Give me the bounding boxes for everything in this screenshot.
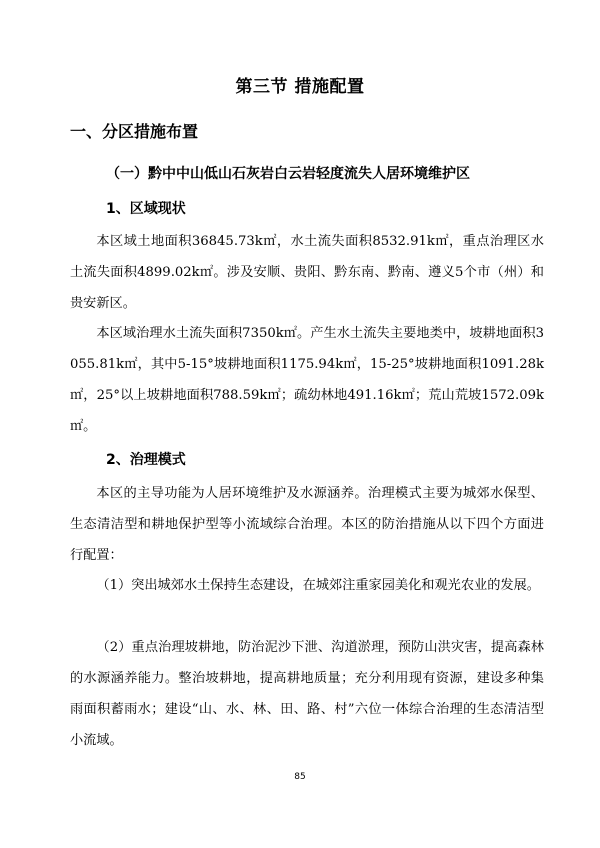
- heading-regional-status: 1、区域现状: [106, 201, 186, 217]
- heading-level-1: 一、分区措施布置: [70, 122, 199, 141]
- paragraph-erosion-landtypes: 本区域治理水土流失面积7350k㎡。产生水土流失主要地类中，坡耕地面积3055.81k㎡，其中5-15°坡耕地面积1175.94k㎡，15-25°坡耕地面积1091.28k㎡，25°以上坡耕地面积788.59k㎡；疏幼林地491.16k㎡；荒山荒坡1572.09k㎡。: [70, 326, 544, 434]
- section-title: 第三节 措施配置: [235, 77, 365, 97]
- page-number: 85: [294, 772, 306, 782]
- heading-governance-mode: 2、治理模式: [106, 452, 186, 468]
- paragraph-measure-1: （1）突出城郊水土保持生态建设，在城郊注重家园美化和观光农业的发展。: [96, 578, 540, 593]
- paragraph-governance-intro: 本区的主导功能为人居环境维护及水源涵养。治理模式主要为城郊水保型、生态清洁型和耕地保护型等小流域综合治理。本区的防治措施从以下四个方面进行配置：: [70, 486, 544, 563]
- heading-level-2: （一）黔中中山低山石灰岩白云岩轻度流失人居环境维护区: [106, 166, 470, 182]
- paragraph-area-overview: 本区域土地面积36845.73k㎡，水土流失面积8532.91k㎡，重点治理区水土流失面积4899.02k㎡。涉及安顺、贵阳、黔东南、黔南、遵义5个市（州）和贵安新区。: [70, 234, 544, 311]
- paragraph-measure-2: （2）重点治理坡耕地，防治泥沙下泄、沟道淤理，预防山洪灾害，提高森林的水源涵养能力。整治坡耕地，提高耕地质量；充分利用现有资源，建设多种集雨面积蓄雨水；建设“山、水、林、田、路、村”六位一体综合治理的生态清洁型小流域。: [70, 640, 544, 748]
